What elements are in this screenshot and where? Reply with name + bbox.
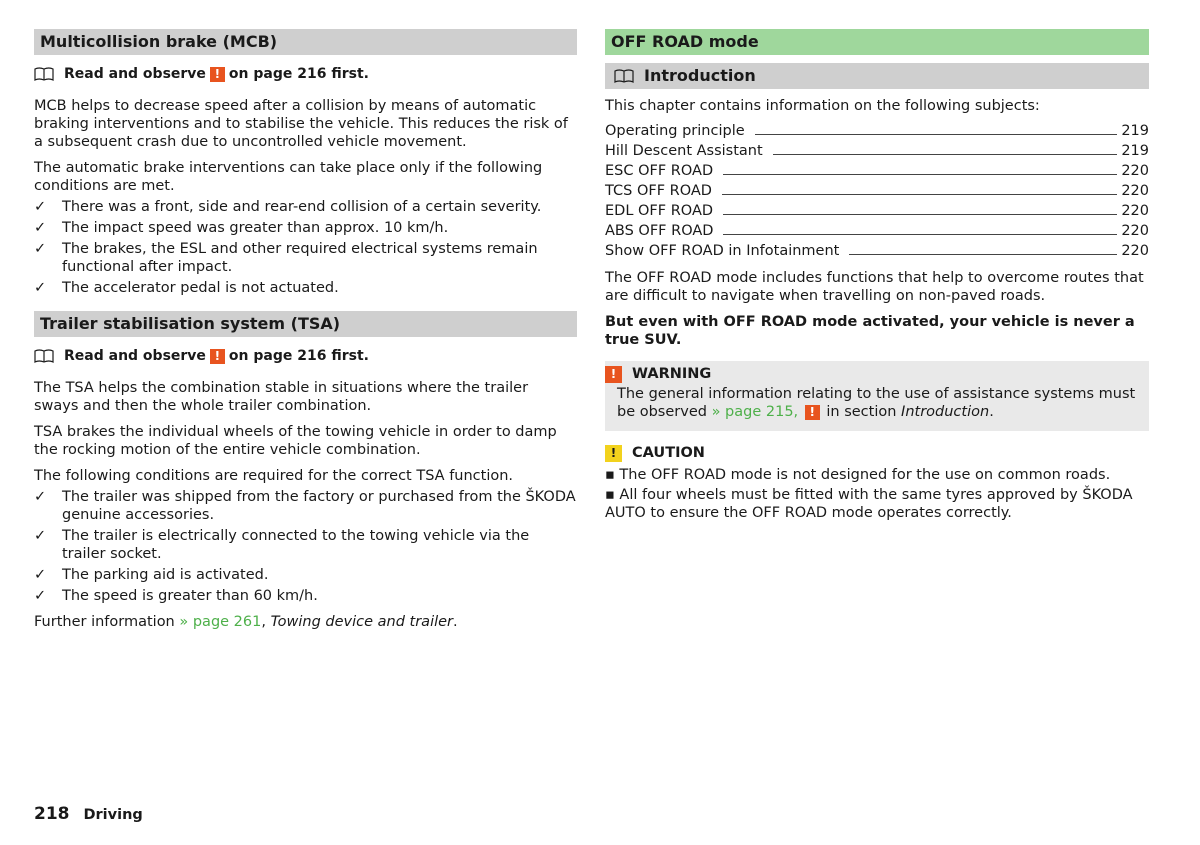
warning-text: The general information relating to the use of assistance systems must be observed » page 215, ! in section Introduction.: [617, 386, 1136, 420]
page-footer: [34, 804, 143, 824]
off-road-bold-note: But even with OFF ROAD mode activated, your vehicle is never a true SUV.: [605, 314, 1135, 348]
toc-row[interactable]: Show OFF ROAD in Infotainment 220: [605, 243, 1149, 259]
book-icon: [34, 349, 54, 363]
off-road-paragraph: The OFF ROAD mode includes functions that help to overcome routes that are difficult to navigate when travelling on non-paved roads.: [605, 270, 1144, 304]
toc-row[interactable]: ESC OFF ROAD 220: [605, 163, 1149, 179]
mcb-observe-note: [34, 65, 577, 83]
caution-box: [605, 443, 1149, 522]
tsa-conditions-list: [34, 488, 577, 605]
list-item: ✓ The brakes, the ESL and other required electrical systems remain functional after impact.: [34, 241, 538, 275]
observe-pre: Read and observe: [64, 348, 206, 364]
tsa-paragraph-2: TSA brakes the individual wheels of the towing vehicle in order to damp the rocking motion of the entire vehicle combination.: [34, 424, 557, 458]
tsa-paragraph-1: The TSA helps the combination stable in situations where the trailer sways and then the whole trailer combination.: [34, 380, 529, 414]
warning-box: [605, 361, 1149, 431]
list-item: ✓ The trailer was shipped from the factory or purchased from the ŠKODA genuine accessories.: [34, 489, 576, 523]
check-icon: ✓: [34, 489, 47, 505]
list-item: ✓ The accelerator pedal is not actuated.: [34, 280, 339, 296]
mcb-paragraph-2: The automatic brake interventions can take place only if the following conditions are met.: [34, 160, 543, 194]
mcb-heading: Multicollision brake (MCB): [34, 29, 577, 55]
warning-title: ! WARNING: [605, 364, 1139, 384]
caution-icon: !: [605, 445, 622, 462]
toc-row[interactable]: EDL OFF ROAD 220: [605, 203, 1149, 219]
warning-icon: !: [805, 405, 820, 420]
page-number: 218: [34, 804, 70, 824]
right-column: [605, 29, 1149, 522]
page-215-link[interactable]: » page 215,: [711, 404, 799, 420]
mcb-conditions-list: [34, 198, 577, 297]
section-name: Driving: [83, 807, 143, 823]
check-icon: ✓: [34, 241, 47, 257]
book-icon: [34, 67, 54, 81]
introduction-heading: Introduction: [605, 63, 1149, 89]
warning-icon: !: [210, 349, 225, 364]
observe-pre: Read and observe: [64, 66, 206, 82]
check-icon: ✓: [34, 528, 47, 544]
page-261-link[interactable]: » page 261: [179, 614, 262, 630]
tsa-observe-note: [34, 347, 577, 365]
introduction-text: This chapter contains information on the following subjects:: [605, 98, 1040, 114]
caution-title: ! CAUTION: [605, 443, 1149, 463]
list-item: ✓ The trailer is electrically connected to the towing vehicle via the trailer socket.: [34, 528, 530, 562]
off-road-heading: OFF ROAD mode: [605, 29, 1149, 55]
check-icon: ✓: [34, 220, 47, 236]
toc-row[interactable]: Hill Descent Assistant 219: [605, 143, 1149, 159]
left-column: [34, 29, 577, 631]
warning-icon: !: [605, 366, 622, 383]
list-item: ✓ The impact speed was greater than approx. 10 km/h.: [34, 220, 449, 236]
toc-row[interactable]: ABS OFF ROAD 220: [605, 223, 1149, 239]
list-item: ✓ The speed is greater than 60 km/h.: [34, 588, 318, 604]
list-item: ✓ There was a front, side and rear-end collision of a certain severity.: [34, 199, 542, 215]
book-icon: [614, 69, 634, 83]
check-icon: ✓: [34, 280, 47, 296]
further-information: Further information » page 261, Towing device and trailer.: [34, 614, 458, 630]
check-icon: ✓: [34, 199, 47, 215]
check-icon: ✓: [34, 588, 47, 604]
caution-bullet: ▪ The OFF ROAD mode is not designed for the use on common roads.: [605, 467, 1111, 483]
table-of-contents: [605, 122, 1149, 260]
tsa-paragraph-3: The following conditions are required for the correct TSA function.: [34, 468, 514, 484]
caution-bullet: ▪ All four wheels must be fitted with the same tyres approved by ŠKODA AUTO to ensure the OFF ROAD mode operates correctly.: [605, 487, 1133, 521]
toc-row[interactable]: TCS OFF ROAD 220: [605, 183, 1149, 199]
check-icon: ✓: [34, 567, 47, 583]
warning-icon: !: [210, 67, 225, 82]
list-item: ✓ The parking aid is activated.: [34, 567, 269, 583]
observe-post: on page 216 first.: [228, 348, 369, 364]
toc-row[interactable]: Operating principle 219: [605, 123, 1149, 139]
mcb-paragraph-1: MCB helps to decrease speed after a collision by means of automatic braking interventions and to stabilise the vehicle. This reduces the risk of a subsequent crash due to uncontrolled vehicle movement.: [34, 98, 568, 150]
observe-post: on page 216 first.: [228, 66, 369, 82]
tsa-heading: Trailer stabilisation system (TSA): [34, 311, 577, 337]
